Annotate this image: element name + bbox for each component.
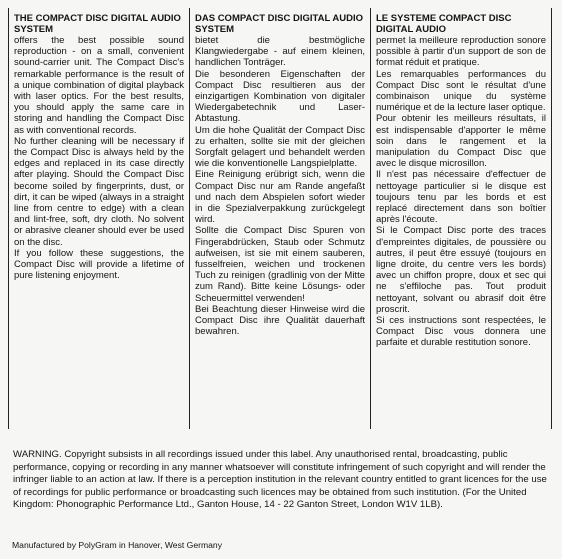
- copyright-warning: WARNING. Copyright subsists in all recordings issued under this label. Any unauthorised rental, broadcasting, public performance, copying or recording in any manner whatsoever will constitute infringement of such copyright and will render the infringer liable to an action at law. If there is a perception institution in the relevant country entitled to grant licences for the use of recordings for public performance or broadcasting such licences may be obtained from such institution. (For the United Kingdom: Phonographic Performance Ltd., Ganton House, 14 - 22 Ganton Street, London W1V 1LB).: [13, 449, 547, 511]
- paragraph: Bei Beachtung dieser Hinweise wird die Compact Disc ihre Qualität dauerhaft bewahren.: [195, 303, 365, 338]
- paragraph: Si le Compact Disc porte des traces d'empreintes digitales, de poussière ou autres, il peut être essuyé (toujours en ligne droite, du centre vers les bords) avec un chiffon propre, doux et sec qui ne s'effiloche pas. Tout produit nettoyant, solvant ou abrasif doit être proscrit.: [376, 225, 546, 315]
- paragraph: Il n'est pas nécessaire d'effectuer de nettoyage particulier si le disque est toujours tenu par les bords et est replacé directement dans son boîtier après l'écoute.: [376, 169, 546, 226]
- instructions-columns: [8, 8, 552, 429]
- column-french: [371, 8, 552, 429]
- paragraph: No further cleaning will be necessary if the Compact Disc is always held by the edges and replaced in its case directly after playing. Should the Compact Disc become soiled by fingerprints, dust, or dirt, it can be wiped (always in a straight line from centre to edge) with a clean and lint-free, soft, dry cloth. No solvent or abrasive cleaner should ever be used on the disc.: [14, 135, 184, 248]
- column-english: [8, 8, 190, 429]
- column-body-english: [14, 35, 184, 281]
- manufacturer-note: Manufactured by PolyGram in Hanover, West Germany: [12, 540, 222, 550]
- paragraph: If you follow these suggestions, the Compact Disc will provide a lifetime of pure listening enjoyment.: [14, 247, 184, 282]
- paragraph: Si ces instructions sont respectées, le Compact Disc vous donnera une parfaite et durable restitution sonore.: [376, 315, 546, 349]
- paragraph: Sollte die Compact Disc Spuren von Fingerabdrücken, Staub oder Schmutz aufweisen, ist sie mit einem sauberen, fusselfreien, weichen und trockenen Tuch zu reinigen (gradlinig von der Mitte zum Rand). Bitte keine Lösungs- oder Scheuermittel verwenden!: [195, 225, 365, 304]
- column-title-french: LE SYSTEME COMPACT DISC DIGITAL AUDIO: [376, 13, 512, 35]
- column-title-english: THE COMPACT DISC DIGITAL AUDIO SYSTEM: [14, 13, 181, 35]
- paragraph: offers the best possible sound reproduction - on a small, convenient sound-carrier unit. The Compact Disc's remarkable performance is the result of a unique combination of digital playback with laser optics. For the best results, you should apply the same care in storing and handling the Compact Disc as with conventional records.: [14, 35, 184, 136]
- paragraph: Die besonderen Eigenschaften der Compact Disc resultieren aus der einzigartigen Kombination von digitaler Wiedergabetechnik und Laser-Abtastung.: [195, 68, 365, 125]
- paragraph: Um die hohe Qualität der Compact Disc zu erhalten, sollte sie mit der gleichen Sorgfalt gelagert und behandelt werden wie die konventionelle Langspielplatte.: [195, 124, 365, 170]
- column-body-german: [195, 35, 365, 337]
- paragraph: Les remarquables performances du Compact Disc sont le résultat d'une combinaison unique du système numérique et de la lecture laser optique.: [376, 68, 546, 114]
- column-body-french: [376, 35, 546, 349]
- column-german: [190, 8, 371, 429]
- column-title-german: DAS COMPACT DISC DIGITAL AUDIO SYSTEM: [195, 13, 364, 35]
- paragraph: bietet die bestmögliche Klangwiedergabe - auf einem kleinen, handlichen Tonträger.: [195, 35, 365, 69]
- paragraph: Pour obtenir les meilleurs résultats, il est indispensable d'apporter le même soin dans le rangement et la manipulation du Compact Disc que avec le disque microsillon.: [376, 113, 546, 170]
- paragraph: Eine Reinigung erübrigt sich, wenn die Compact Disc nur am Rande angefaßt und nach dem Abspielen sofort wieder in die Spezialverpakkung zurückgelegt wird.: [195, 169, 365, 226]
- paragraph: permet la meilleure reproduction sonore possible à partir d'un support de son de format réduit et pratique.: [376, 35, 546, 69]
